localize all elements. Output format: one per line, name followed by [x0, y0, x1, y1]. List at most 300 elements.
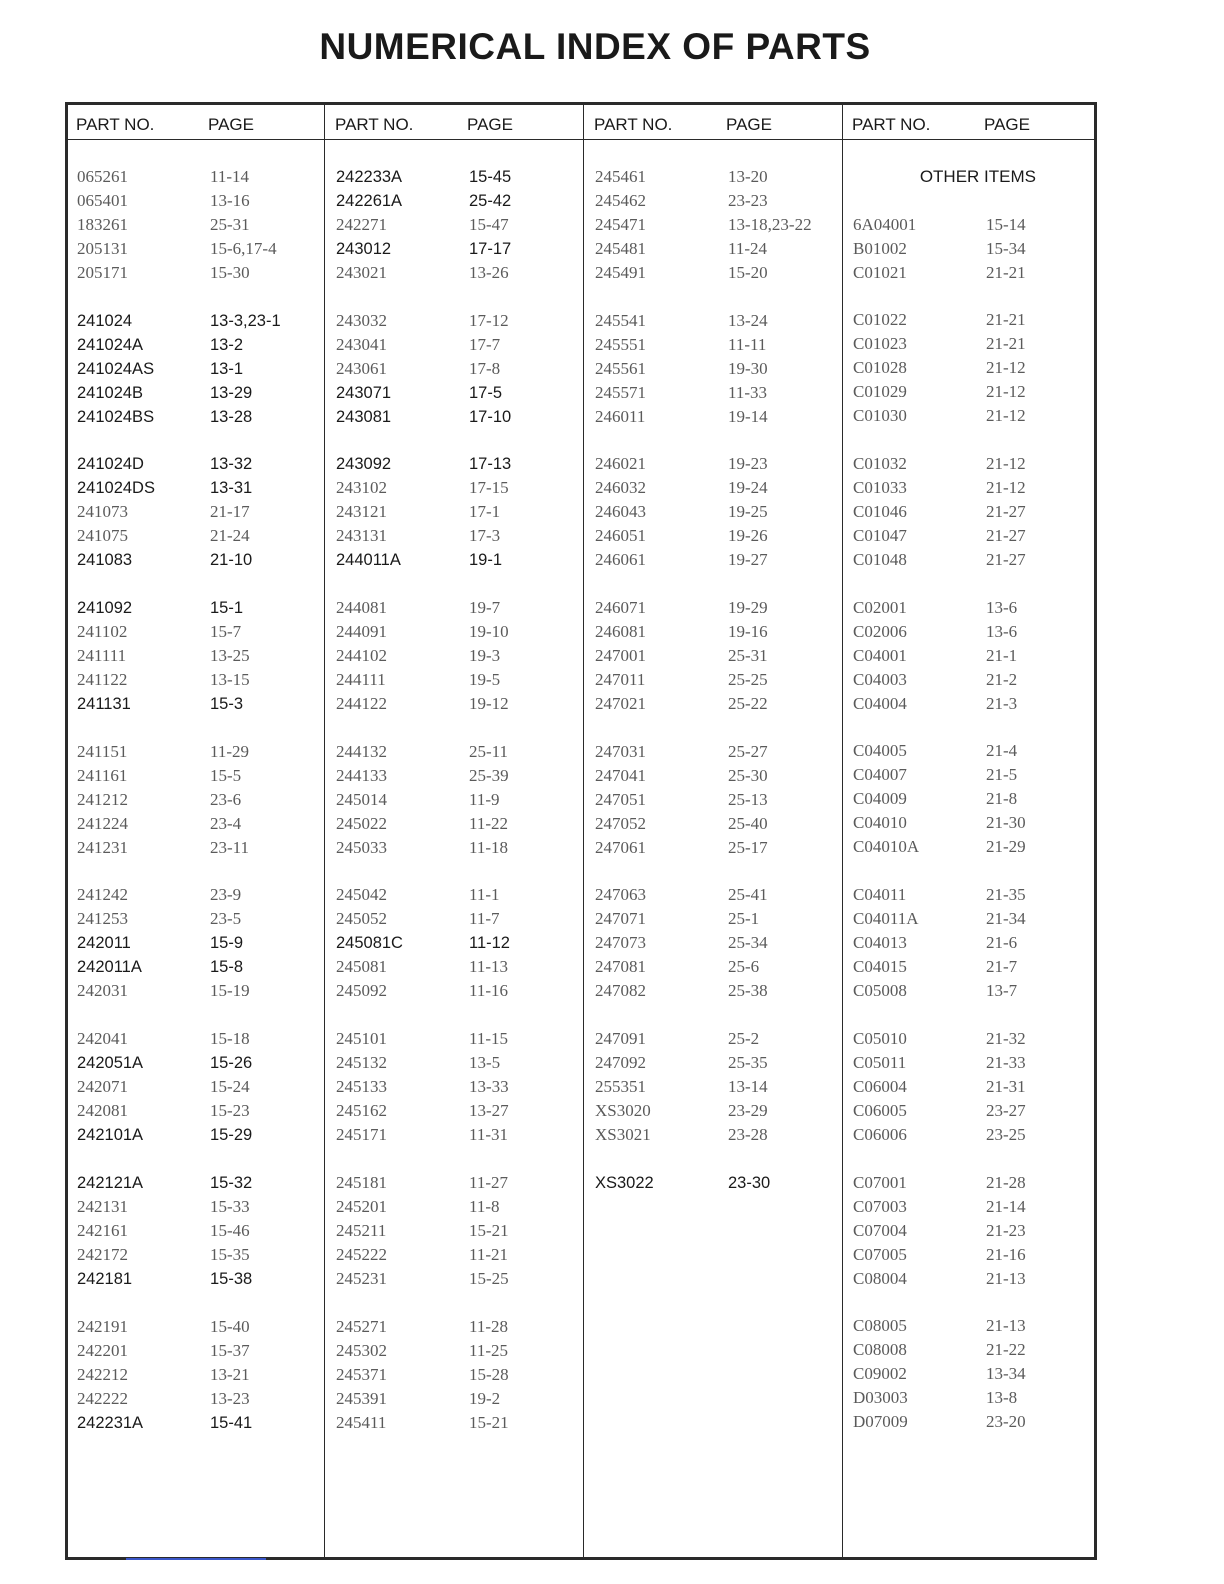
table-row — [586, 381, 844, 405]
part-number: 246043 — [595, 502, 646, 522]
table-row — [844, 1027, 1102, 1051]
part-number: C02006 — [853, 621, 907, 641]
table-row — [844, 620, 1102, 644]
page-reference: 23-28 — [728, 1125, 768, 1145]
part-number: 6A04001 — [853, 214, 917, 234]
group-spacer — [68, 716, 326, 740]
page-title: NUMERICAL INDEX OF PARTS — [319, 26, 871, 67]
table-row — [68, 692, 326, 716]
table-row — [327, 955, 585, 979]
page-reference: 21-31 — [986, 1076, 1026, 1096]
page-reference: 15-26 — [210, 1054, 253, 1073]
part-number: 243131 — [336, 526, 387, 546]
table-row — [844, 1314, 1102, 1338]
part-number: C01023 — [853, 334, 907, 354]
page-reference: 19-27 — [728, 550, 768, 570]
part-number: 205171 — [77, 263, 128, 282]
part-number: 245171 — [336, 1125, 387, 1145]
page-reference: 25-39 — [469, 765, 509, 785]
page-reference: 15-30 — [210, 263, 250, 282]
page-reference: 17-5 — [469, 383, 503, 402]
page-reference: 15-45 — [469, 168, 512, 186]
part-number: 241102 — [77, 622, 128, 642]
page-reference: 15-6,17-4 — [210, 239, 277, 258]
page-reference: 13-21 — [210, 1364, 250, 1384]
page-reference: 17-17 — [469, 240, 512, 258]
part-number: 247061 — [595, 837, 646, 857]
page-reference: 13-28 — [210, 407, 253, 426]
part-number: 247021 — [595, 694, 646, 714]
group-spacer — [586, 572, 844, 596]
part-number: C01029 — [853, 382, 907, 402]
table-row — [844, 1410, 1102, 1434]
part-number: 242233A — [336, 168, 403, 186]
part-number: 243012 — [336, 240, 392, 258]
page-reference: 23-9 — [210, 885, 242, 905]
table-row — [844, 883, 1102, 907]
group-spacer — [327, 1003, 585, 1027]
table-row — [327, 1267, 585, 1291]
table-row — [68, 524, 326, 548]
table-row — [327, 764, 585, 788]
header-part-no: PART NO. — [594, 115, 673, 134]
table-row — [327, 1315, 585, 1339]
page-reference: 13-33 — [469, 1077, 509, 1097]
part-number: 247081 — [595, 957, 646, 977]
page-reference: 13-2 — [210, 335, 244, 354]
table-row — [586, 764, 844, 788]
part-number: 242191 — [77, 1316, 128, 1336]
table-row — [68, 476, 326, 500]
page-reference: 19-5 — [469, 670, 501, 690]
table-row — [586, 500, 844, 524]
table-row — [327, 812, 585, 836]
page-reference: 15-37 — [210, 1340, 250, 1360]
table-row — [586, 1075, 844, 1099]
part-number: C01030 — [853, 406, 907, 426]
page-reference: 21-8 — [986, 789, 1018, 809]
part-number: XS3020 — [595, 1101, 651, 1121]
part-number: 205131 — [77, 239, 128, 258]
part-number: 244122 — [336, 694, 387, 714]
page-reference: 21-21 — [986, 334, 1026, 354]
table-row — [844, 739, 1102, 763]
part-number: C01032 — [853, 454, 907, 474]
table-row — [844, 308, 1102, 332]
page-reference: 13-6 — [986, 621, 1018, 641]
part-number: C04004 — [853, 693, 907, 713]
page-reference: 25-6 — [728, 957, 760, 977]
page-reference: 13-25 — [210, 646, 250, 666]
page-reference: 15-8 — [210, 958, 244, 977]
table-row — [844, 1099, 1102, 1123]
part-number: C06004 — [853, 1076, 907, 1096]
page-reference: 11-24 — [728, 239, 768, 258]
table-row — [68, 836, 326, 860]
page-reference: 21-14 — [986, 1196, 1026, 1216]
page-reference: 11-1 — [469, 885, 500, 905]
part-number: 247051 — [595, 789, 646, 809]
part-number: C04005 — [853, 741, 907, 761]
table-row — [68, 1099, 326, 1123]
part-number: 247041 — [595, 765, 646, 785]
page-reference: 17-13 — [469, 455, 512, 474]
page-reference: 11-16 — [469, 981, 509, 1001]
page-reference: 23-20 — [986, 1412, 1026, 1432]
table-row — [844, 1123, 1102, 1147]
table-row — [844, 596, 1102, 620]
page-reference: 23-5 — [210, 909, 242, 929]
part-number: C07001 — [853, 1172, 907, 1192]
page-reference: 19-30 — [728, 358, 768, 378]
page-reference: 21-17 — [210, 502, 250, 522]
part-number: 183261 — [77, 215, 128, 234]
page-reference: 15-9 — [210, 934, 244, 953]
header-part-no: PART NO. — [852, 115, 931, 134]
part-number: 246011 — [595, 406, 646, 426]
table-row — [586, 165, 844, 189]
part-number: 242041 — [77, 1029, 128, 1049]
group-spacer — [844, 285, 1102, 309]
page-reference: 11-25 — [469, 1340, 509, 1360]
part-number: 242261A — [336, 192, 403, 210]
part-number: 246032 — [595, 478, 646, 498]
page-reference: 21-34 — [986, 909, 1026, 929]
part-number: 242212 — [77, 1364, 128, 1384]
part-number: 245462 — [595, 191, 646, 210]
table-row — [68, 931, 326, 955]
page-reference: 13-29 — [210, 383, 253, 402]
page-reference: 11-22 — [469, 813, 509, 833]
page-reference: 11-29 — [210, 741, 250, 761]
table-row — [586, 524, 844, 548]
part-number: C05010 — [853, 1028, 907, 1048]
table-row — [68, 979, 326, 1003]
part-number: 241131 — [77, 695, 131, 714]
part-number: 245551 — [595, 334, 646, 354]
page-reference: 15-35 — [210, 1244, 250, 1264]
part-number: C07004 — [853, 1220, 907, 1240]
table-row — [844, 931, 1102, 955]
group-spacer — [844, 716, 1102, 740]
page-reference: 15-46 — [210, 1220, 250, 1240]
table-row — [327, 1123, 585, 1147]
part-number: 247031 — [595, 741, 646, 761]
group-spacer — [327, 1291, 585, 1315]
part-number: 245571 — [595, 382, 646, 402]
table-row — [844, 1051, 1102, 1075]
table-row — [68, 955, 326, 979]
table-row — [327, 357, 585, 381]
table-row — [68, 1123, 326, 1147]
table-row — [68, 261, 326, 285]
part-number: 242011 — [77, 934, 131, 953]
part-number: 245081 — [336, 957, 387, 977]
page-reference: 13-3,23-1 — [210, 311, 281, 330]
table-row — [844, 668, 1102, 692]
table-row — [68, 452, 326, 476]
page-reference: 17-8 — [469, 358, 501, 378]
page-reference: 21-12 — [986, 358, 1026, 378]
page-reference: 21-27 — [986, 550, 1026, 570]
page-reference: 13-6 — [986, 597, 1018, 617]
page-reference: 15-47 — [469, 215, 509, 234]
part-number: 245231 — [336, 1268, 387, 1288]
part-number: 243041 — [336, 334, 387, 354]
table-row — [327, 1099, 585, 1123]
page-reference: 11-21 — [469, 1244, 509, 1264]
table-row — [68, 405, 326, 429]
page-reference: 17-15 — [469, 478, 509, 498]
table-row — [586, 979, 844, 1003]
group-spacer — [586, 716, 844, 740]
group-spacer — [844, 859, 1102, 883]
part-number: 241151 — [77, 741, 128, 761]
part-number: 243092 — [336, 455, 392, 474]
group-spacer — [844, 189, 1102, 213]
table-row — [68, 1243, 326, 1267]
part-number: 244091 — [336, 622, 387, 642]
table-row — [68, 1387, 326, 1411]
table-row — [844, 1386, 1102, 1410]
table-row — [327, 668, 585, 692]
table-row — [327, 979, 585, 1003]
part-number: 242161 — [77, 1220, 128, 1240]
part-number: 241024DS — [77, 479, 155, 498]
part-number: 241224 — [77, 813, 128, 833]
page-reference: 21-29 — [986, 837, 1026, 857]
table-row — [844, 500, 1102, 524]
part-number: C08005 — [853, 1316, 907, 1336]
part-number: 241024AS — [77, 359, 155, 378]
table-row — [327, 548, 585, 572]
table-row — [586, 740, 844, 764]
table-row — [68, 788, 326, 812]
table-row — [68, 812, 326, 836]
page-reference: 11-14 — [210, 167, 250, 186]
part-number: C01028 — [853, 358, 907, 378]
table-row — [327, 740, 585, 764]
part-number: 245081C — [336, 934, 403, 953]
table-row — [844, 763, 1102, 787]
page-reference: 23-29 — [728, 1101, 768, 1121]
part-number: C04010A — [853, 837, 920, 857]
page-reference: 13-32 — [210, 455, 253, 474]
header-page: PAGE — [984, 115, 1030, 134]
group-spacer — [844, 1003, 1102, 1027]
page-reference: 25-40 — [728, 813, 768, 833]
table-row — [586, 620, 844, 644]
part-number: C07005 — [853, 1244, 907, 1264]
table-row — [327, 620, 585, 644]
part-number: 241073 — [77, 502, 128, 522]
footer-underline — [126, 1558, 266, 1560]
table-row — [68, 381, 326, 405]
page-reference: 15-21 — [469, 1412, 509, 1432]
page-reference: 19-7 — [469, 598, 501, 618]
part-number: 246081 — [595, 622, 646, 642]
part-number: 242101A — [77, 1126, 144, 1145]
part-number: C06005 — [853, 1100, 907, 1120]
page-reference: 17-1 — [469, 502, 501, 522]
group-spacer — [586, 860, 844, 884]
table-row — [327, 333, 585, 357]
table-row — [68, 213, 326, 237]
page-reference: 15-3 — [210, 695, 244, 714]
part-number: B01002 — [853, 238, 907, 258]
table-row — [68, 1075, 326, 1099]
part-number: 245101 — [336, 1029, 387, 1049]
part-number: 255351 — [595, 1077, 646, 1097]
part-number: C04010 — [853, 813, 907, 833]
page-reference: 21-3 — [986, 693, 1018, 713]
table-row — [327, 1171, 585, 1195]
group-spacer — [586, 1147, 844, 1171]
table-row — [844, 1219, 1102, 1243]
table-row — [844, 213, 1102, 237]
table-row — [327, 596, 585, 620]
table-row — [68, 1219, 326, 1243]
table-row — [586, 1123, 844, 1147]
page-reference: 25-42 — [469, 192, 512, 210]
table-row — [68, 1315, 326, 1339]
table-row — [586, 596, 844, 620]
page-reference: 15-33 — [210, 1196, 250, 1216]
page-reference: 15-28 — [469, 1364, 509, 1384]
page-reference: 17-10 — [469, 407, 512, 426]
page-reference: 21-1 — [986, 645, 1018, 665]
table-row — [844, 261, 1102, 285]
part-number: 246061 — [595, 550, 646, 570]
part-number: 065261 — [77, 167, 128, 186]
table-row — [586, 955, 844, 979]
part-number: 241024A — [77, 335, 144, 354]
part-number: 244011A — [336, 551, 401, 570]
table-row — [586, 548, 844, 572]
page-reference: 11-18 — [469, 837, 509, 857]
table-row — [327, 309, 585, 333]
table-row — [68, 740, 326, 764]
table-row — [844, 1267, 1102, 1291]
table-row — [844, 692, 1102, 716]
page-reference: 25-31 — [728, 646, 768, 666]
part-number: C02001 — [853, 597, 907, 617]
table-row — [844, 1362, 1102, 1386]
part-number: C04011 — [853, 885, 907, 905]
part-number: 247091 — [595, 1029, 646, 1049]
table-row — [586, 836, 844, 860]
part-number: 245302 — [336, 1340, 387, 1360]
page-reference: 11-8 — [469, 1196, 500, 1216]
table-row — [844, 1075, 1102, 1099]
page-reference: 11-12 — [469, 934, 510, 953]
page-reference: 19-10 — [469, 622, 509, 642]
table-row — [844, 380, 1102, 404]
page-reference: 23-11 — [210, 837, 250, 857]
part-number: 247011 — [595, 670, 646, 690]
page-reference: 19-26 — [728, 526, 768, 546]
table-row — [844, 1171, 1102, 1195]
table-row — [68, 333, 326, 357]
page-reference: 21-35 — [986, 885, 1026, 905]
page-reference: 13-15 — [210, 670, 250, 690]
part-number: 241242 — [77, 885, 128, 905]
page-reference: 15-1 — [210, 599, 244, 618]
part-number: 243021 — [336, 263, 387, 282]
part-number: C01048 — [853, 550, 907, 570]
table-row — [327, 788, 585, 812]
group-spacer — [68, 572, 326, 596]
page-reference: 19-24 — [728, 478, 768, 498]
part-number: C01046 — [853, 502, 907, 522]
table-row — [68, 1363, 326, 1387]
table-row — [327, 165, 585, 189]
page-reference: 15-29 — [210, 1126, 253, 1145]
other-items-heading: OTHER ITEMS — [919, 167, 1036, 186]
part-number: C09002 — [853, 1364, 907, 1384]
page-reference: 21-27 — [986, 526, 1026, 546]
page-reference: 11-13 — [469, 957, 509, 977]
part-number: 245461 — [595, 167, 646, 186]
table-row — [68, 357, 326, 381]
part-number: 242051A — [77, 1054, 144, 1073]
table-row — [68, 668, 326, 692]
table-row — [68, 1195, 326, 1219]
page-reference: 13-26 — [469, 263, 509, 282]
page-reference: 23-30 — [728, 1173, 771, 1192]
page-reference: 15-25 — [469, 1268, 509, 1288]
page-reference: 19-16 — [728, 622, 768, 642]
table-row — [586, 237, 844, 261]
page-reference: 21-13 — [986, 1268, 1026, 1288]
part-number: 245491 — [595, 263, 646, 282]
part-number: 245222 — [336, 1244, 387, 1264]
part-number: 243102 — [336, 478, 387, 498]
part-number: C04013 — [853, 933, 907, 953]
table-row — [327, 237, 585, 261]
part-number: 241092 — [77, 599, 133, 618]
page-reference: 21-13 — [986, 1316, 1026, 1336]
table-row — [844, 237, 1102, 261]
page-reference: 21-21 — [986, 262, 1026, 282]
part-number: 243032 — [336, 310, 387, 330]
page-reference: 19-2 — [469, 1388, 501, 1408]
part-number: 242121A — [77, 1173, 144, 1192]
part-number: C01047 — [853, 526, 907, 546]
group-spacer — [844, 1147, 1102, 1171]
table-row — [327, 476, 585, 500]
table-row — [586, 907, 844, 931]
part-number: 244111 — [336, 670, 386, 690]
part-number: 242011A — [77, 958, 142, 977]
part-number: 247063 — [595, 885, 646, 905]
header-divider — [68, 139, 1094, 140]
table-row — [327, 1027, 585, 1051]
part-number: C04003 — [853, 669, 907, 689]
page-reference: 15-38 — [210, 1269, 253, 1288]
header-part-no: PART NO. — [76, 115, 155, 134]
page-reference: 25-35 — [728, 1053, 768, 1073]
page-reference: 21-22 — [986, 1340, 1026, 1360]
part-number: 241083 — [77, 551, 133, 570]
table-row — [586, 1051, 844, 1075]
table-row — [586, 213, 844, 237]
table-row — [844, 955, 1102, 979]
table-row — [68, 548, 326, 572]
table-row — [68, 764, 326, 788]
table-row — [844, 979, 1102, 1003]
table-row — [844, 1243, 1102, 1267]
